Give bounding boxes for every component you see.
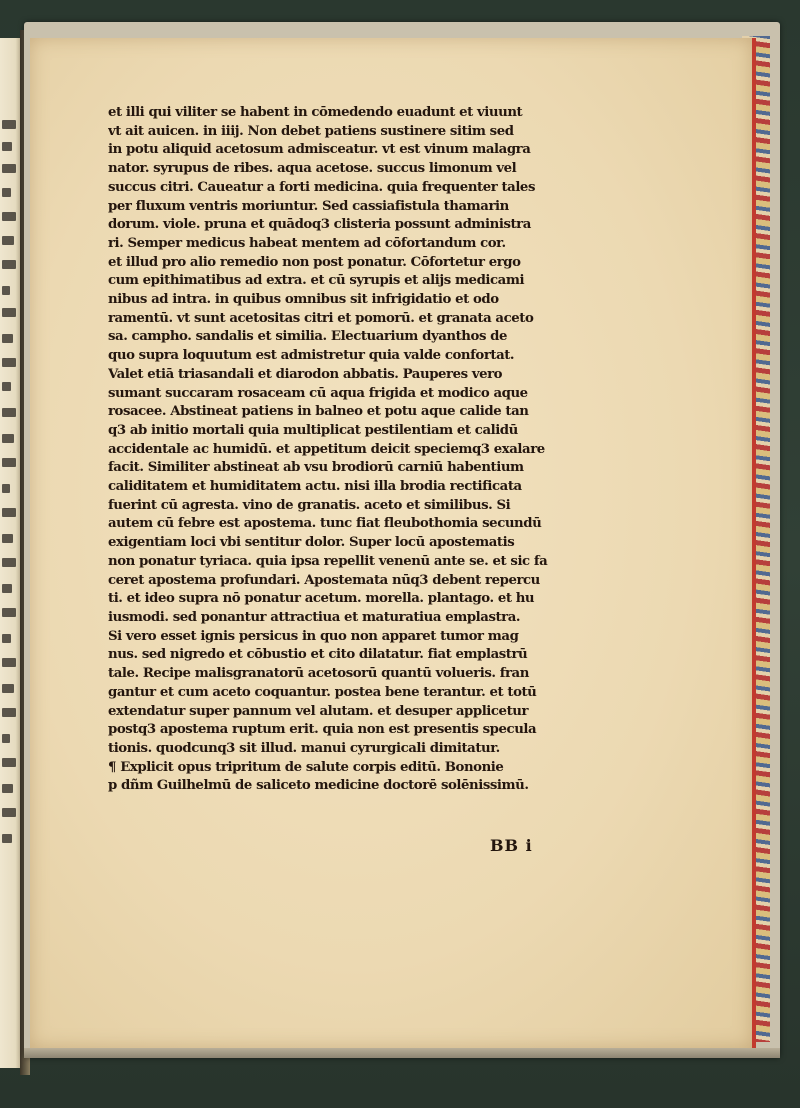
text-line: ceret apostema profundari. Apostemata nūq3 debent repercu — [108, 572, 540, 588]
text-line: in potu aliquid acetosum admisceatur. vt est vinum malagra — [108, 142, 531, 158]
text-line: per fluxum ventris moriuntur. Sed cassiafistula thamarin — [108, 198, 509, 214]
text-line: autem cū febre est apostema. tunc fiat fleubothomia secundū — [108, 516, 542, 532]
text-line: et illi qui viliter se habent in cōmedendo euadunt et viuunt — [108, 105, 523, 120]
colophon-line: p dñm Guilhelmū de saliceto medicine doctorē solēnissimū. — [108, 778, 529, 794]
text-line: ramentū. vt sunt acetositas citri et pomorū. et granata aceto — [108, 310, 534, 326]
text-line: sa. campho. sandalis et similia. Electuarium dyanthos de — [108, 329, 508, 345]
text-line: caliditatem et humiditatem actu. nisi illa brodia rectificata — [108, 479, 522, 495]
text-line: postq3 apostema ruptum erit. quia non est presentis specula — [108, 722, 537, 738]
text-line: q3 ab initio mortali quia multiplicat pestilentiam et calidū — [108, 422, 518, 438]
text-line: cum epithimatibus ad extra. et cū syrupis et alijs medicami — [108, 273, 525, 289]
text-line: extendatur super pannum vel alutam. et desuper applicetur — [108, 703, 529, 719]
text-line: accidentale ac humidū. et appetitum deicit speciemq3 exalare — [108, 441, 545, 457]
text-line: gantur et cum aceto coquantur. postea bene terantur. et totū — [108, 684, 537, 700]
text-line: quo supra loquutum est admistretur quia valde confortat. — [108, 348, 515, 364]
text-line: Si vero esset ignis persicus in quo non apparet tumor mag — [108, 628, 519, 644]
colophon-line: ¶ Explicit opus tripritum de salute corpis editū. Bononie — [108, 759, 504, 775]
text-line: nator. syrupus de ribes. aqua acetose. succus limonum vel — [108, 161, 517, 177]
text-line: nibus ad intra. in quibus omnibus sit infrigidatio et odo — [108, 292, 499, 308]
text-line: dorum. viole. pruna et quādoq3 clisteria possunt administra — [108, 217, 531, 233]
text-line: tionis. quodcunq3 sit illud. manui cyrurgicali dimitatur. — [108, 740, 500, 756]
text-column — [108, 104, 590, 796]
text-line: tale. Recipe malisgranatorū acetosorū quantū volueris. fran — [108, 666, 529, 682]
text-line: succus citri. Caueatur a forti medicina. quia frequenter tales — [108, 179, 535, 195]
text-line: rosacee. Abstineat patiens in balneo et potu aque calide tan — [108, 404, 529, 420]
text-line: Valet etiā triasandali et diarodon abbatis. Pauperes vero — [108, 366, 503, 382]
text-line: ri. Semper medicus habeat mentem ad cōfortandum cor. — [108, 235, 506, 251]
board-bottom-edge — [24, 1048, 780, 1058]
text-line: facit. Similiter abstineat ab vsu brodiorū carniū habentium — [108, 460, 524, 476]
text-line: non ponatur tyriaca. quia ipsa repellit venenū ante se. et sic fa — [108, 553, 548, 569]
text-line: vt ait auicen. in iiij. Non debet patiens sustinere sitim sed — [108, 123, 514, 139]
text-line: fuerint cū agresta. vino de granatis. aceto et similibus. Si — [108, 497, 511, 513]
text-line: exigentiam loci vbi sentitur dolor. Super locū apostematis — [108, 535, 515, 551]
book-page — [30, 38, 756, 1048]
text-line: et illud pro alio remedio non post ponatur. Cōfortetur ergo — [108, 254, 521, 270]
signature-mark: BB i — [490, 836, 533, 855]
text-line: ti. et ideo supra nō ponatur acetum. morella. plantago. et hu — [108, 591, 535, 607]
text-line: iusmodi. sed ponantur attractiua et maturatiua emplastra. — [108, 609, 521, 625]
text-line: nus. sed nigredo et cōbustio et cito dilatatur. fiat emplastrū — [108, 647, 528, 663]
text-line: sumant succaram rosaceam cū aqua frigida et modico aque — [108, 385, 528, 401]
